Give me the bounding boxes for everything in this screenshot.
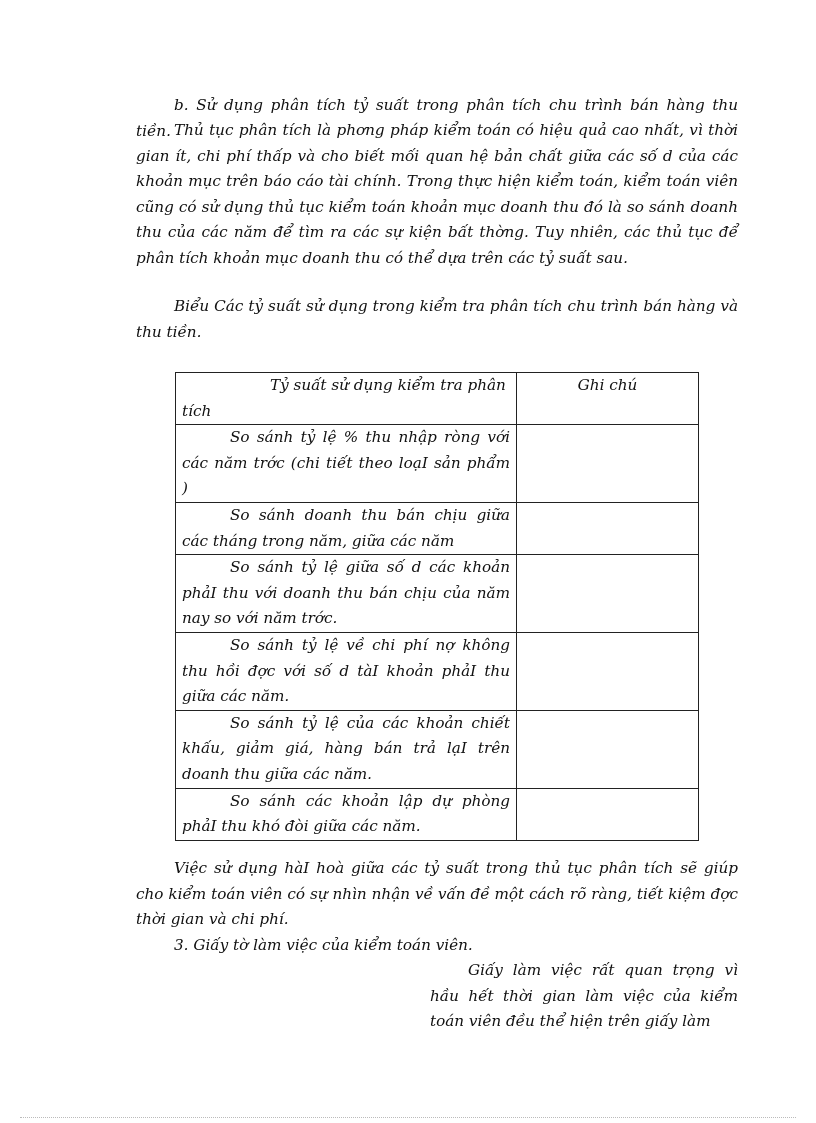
note-cell: [517, 710, 699, 788]
table-caption: Biểu Các tỷ suất sử dụng trong kiểm tra phân tích chu trình bán hàng và thu tiền.: [136, 297, 738, 341]
table-row: [176, 788, 699, 840]
table-row: [176, 555, 699, 633]
ratio-cell: So sánh các khoản lập dự phòng phảI thu khó đòi giữa các năm.: [176, 788, 517, 840]
table-row: [176, 710, 699, 788]
ratio-table: [175, 372, 699, 841]
section-heading-3: 3. Giấy tờ làm việc của kiểm toán viên.: [174, 936, 473, 954]
ratio-cell: So sánh tỷ lệ giữa số d các khoản phảI thu với doanh thu bán chịu của năm nay so với năm trớc.: [176, 555, 517, 633]
intro-paragraph: Thủ tục phân tích là phơng pháp kiểm toán có hiệu quả cao nhất, vì thời gian ít, chi phí thấp và cho biết mối quan hệ bản chất giữa các số d của các khoản mục trên báo cáo tài chính. Trong thực hiện kiểm toán, kiểm toán viên cũng có sử dụng thủ tục kiểm toán khoản mục doanh thu đó là so sánh doanh thu của các năm để tìm ra các sự kiện bất thờng. Tuy nhiên, các thủ tục để phân tích khoản mục doanh thu có thể dựa trên các tỷ suất sau.: [136, 121, 738, 267]
note-cell: [517, 502, 699, 554]
table-row: [176, 425, 699, 503]
ratio-cell: So sánh tỷ lệ của các khoản chiết khấu, giảm giá, hàng bán trả lạI trên doanh thu giữa các năm.: [176, 710, 517, 788]
column-header-ratio: Tỷ suất sử dụng kiểm tra phân tích: [176, 373, 517, 425]
note-cell: [517, 632, 699, 710]
ratio-cell: So sánh tỷ lệ % thu nhập ròng với các năm trớc (chi tiết theo loạI sản phẩm ): [176, 425, 517, 503]
ratio-cell: So sánh doanh thu bán chịu giữa các tháng trong năm, giữa các năm: [176, 502, 517, 554]
note-cell: [517, 788, 699, 840]
closing-paragraph: Việc sử dụng hàI hoà giữa các tỷ suất trong thủ tục phân tích sẽ giúp cho kiểm toán viên có sự nhìn nhận về vấn đề một cách rõ ràng, tiết kiệm đợc thời gian và chi phí.: [136, 859, 738, 929]
note-cell: [517, 425, 699, 503]
table-row: [176, 502, 699, 554]
page-bottom-divider: [20, 1117, 796, 1118]
ratio-cell: So sánh tỷ lệ về chi phí nợ không thu hồi đợc với số d tàI khoản phảI thu giữa các năm.: [176, 632, 517, 710]
subsection-heading-b: b. Sử dụng phân tích tỷ suất trong phân tích chu trình bán hàng thu tiền.: [136, 96, 738, 140]
table-header-row: [176, 373, 699, 425]
working-papers-paragraph: Giấy làm việc rất quan trọng vì hầu hết thời gian làm việc của kiểm toán viên đều thể hiện trên giấy làm: [430, 961, 738, 1031]
table-row: [176, 632, 699, 710]
column-header-note: Ghi chú: [517, 373, 699, 425]
note-cell: [517, 555, 699, 633]
